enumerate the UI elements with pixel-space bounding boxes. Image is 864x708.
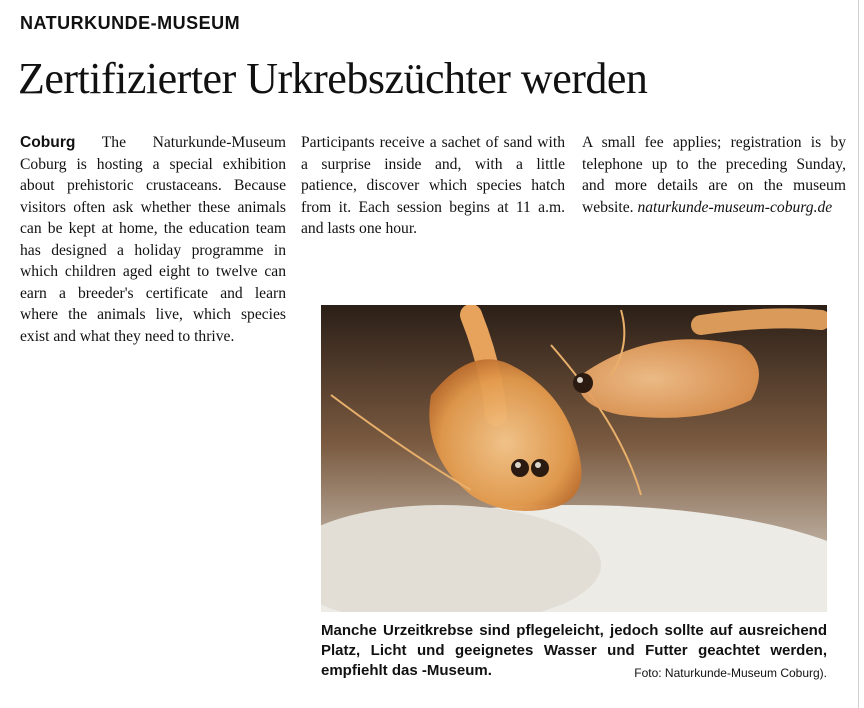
article-column-2 [301,132,565,240]
article-headline: Zertifizierter Urkrebszüchter werden [18,54,648,103]
photo-credit: Foto: Naturkunde-Museum Coburg). [634,666,827,680]
photo-caption [321,621,827,683]
article-column-3 [582,132,846,218]
column-2-text: Participants receive a sachet of sand with a surprise inside and, with a little patience, discover which species hatch from it. Each session begins at 11 a.m. and lasts one hour. [301,134,565,237]
dateline-city: Coburg [20,134,76,151]
column-3-text: A small fee applies; registration is by telephone up to the preceding Sunday, and more details are on the museum website. [582,134,846,216]
article-column-1 [20,132,286,347]
article-photo [321,305,827,612]
website-reference: naturkunde-museum-coburg.de [637,198,833,216]
column-1-text: The Naturkunde-Museum Coburg is hosting a special exhibition about prehistoric crustaceans. Because visitors often ask whether these animals can be kept at home, the education team has designed a holiday programme in which children aged eight to twelve can earn a breeder's certificate and learn where the animals live, which species exist and what they need to thrive. [20,134,286,345]
page-edge-rule [858,0,859,708]
section-kicker: NATURKUNDE-MUSEUM [20,13,241,33]
caption-text: Manche Urzeitkrebse sind pflegeleicht, jedoch sollte auf ausreichend Platz, Licht und geeignetes Wasser und Futter geachtet werden, empfiehlt das -Museum. [321,622,827,679]
tadpole-shrimp-illustration [321,305,827,612]
